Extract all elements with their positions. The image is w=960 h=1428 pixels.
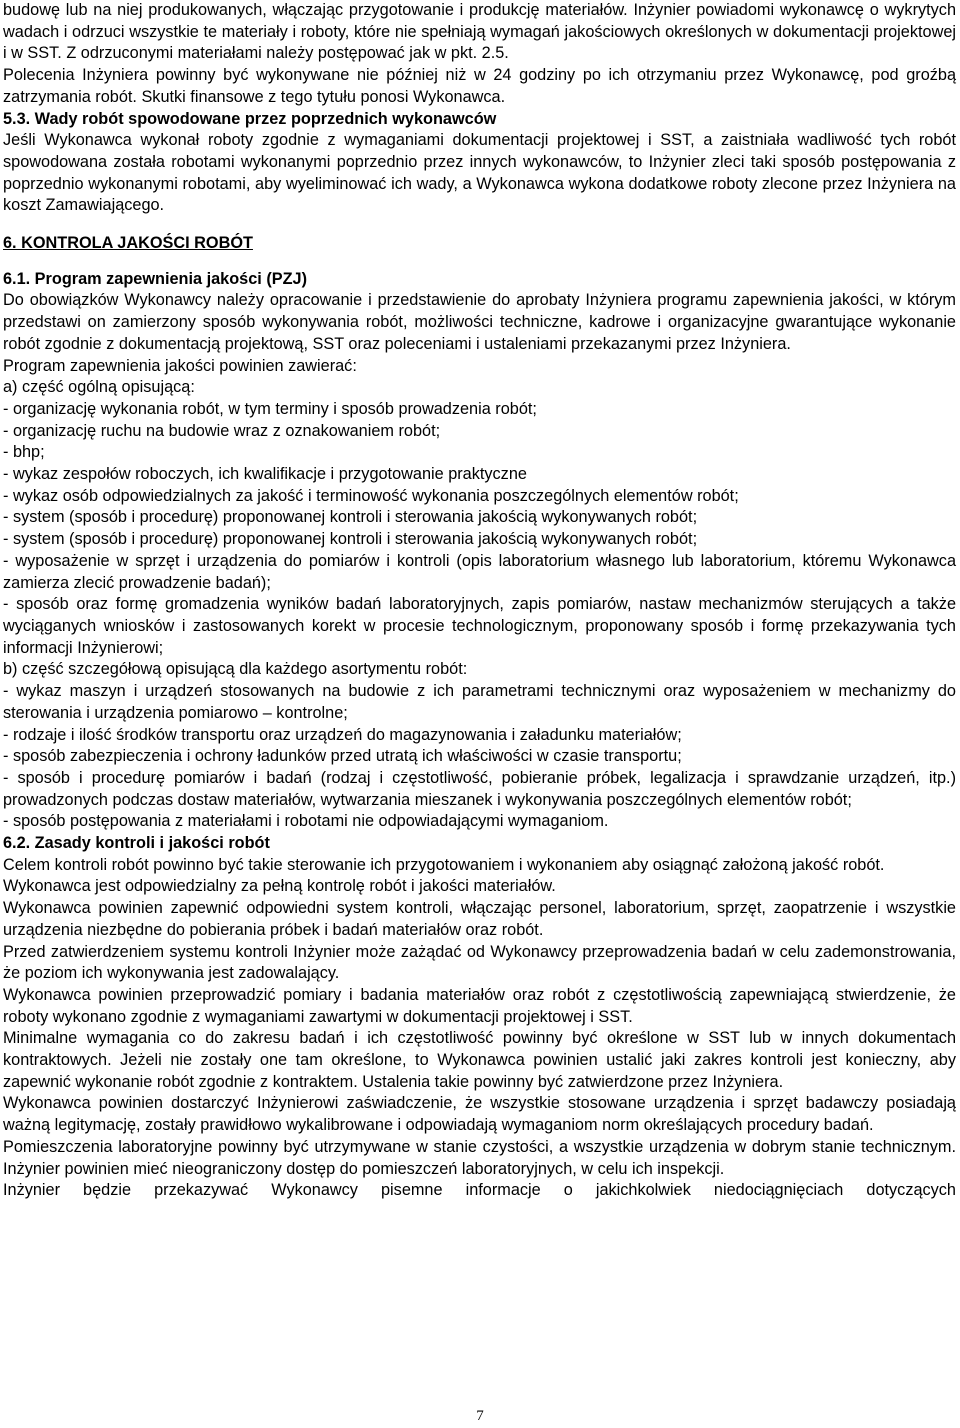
paragraph: Przed zatwierdzeniem systemu kontroli Inżynier może zażądać od Wykonawcy przeprowadzenia badań w celu zademonstrowania, że poziom ich wykonywania jest zadowalający. xyxy=(3,942,956,983)
paragraph: Wykonawca jest odpowiedzialny za pełną kontrolę robót i jakości materiałów. xyxy=(3,877,556,896)
document-page xyxy=(3,0,956,1202)
paragraph: b) część szczegółową opisującą dla każdego asortymentu robót: xyxy=(3,660,468,679)
paragraph: - organizację wykonania robót, w tym terminy i sposób prowadzenia robót; xyxy=(3,399,537,418)
subsection-heading: 6.1. Program zapewnienia jakości (PZJ) xyxy=(3,269,308,288)
paragraph: - rodzaje i ilość środków transportu oraz urządzeń do magazynowania i załadunku materiałów; xyxy=(3,725,682,744)
paragraph: Do obowiązków Wykonawcy należy opracowanie i przedstawienie do aprobaty Inżyniera programu zapewnienia jakości, w którym przedstawi on zamierzony sposób wykonywania robót, możliwości techniczne, kadrowe i organizacyjne gwarantujące wykonanie robót zgodnie z dokumentacją projektową, SST oraz poleceniami i ustaleniami przekazanymi przez Inżyniera. xyxy=(3,291,956,353)
paragraph: Wykonawca powinien zapewnić odpowiedni system kontroli, włączając personel, laboratorium, sprzęt, zaopatrzenie i wszystkie urządzenia niezbędne do pobierania próbek i badań materiałów oraz robót. xyxy=(3,899,956,939)
paragraph: - sposób zabezpieczenia i ochrony ładunków przed utratą ich właściwości w czasie transportu; xyxy=(3,747,682,766)
paragraph: - sposób postępowania z materiałami i robotami nie odpowiadającymi wymaganiom. xyxy=(3,812,609,831)
paragraph: - wykaz zespołów roboczych, ich kwalifikacje i przygotowanie praktyczne xyxy=(3,465,527,484)
paragraph: - sposób i procedurę pomiarów i badań (rodzaj i częstotliwość, pobieranie próbek, legalizacja i sprawdzanie urządzeń, itp.) prowadzonych podczas dostaw materiałów, wytwarzania mieszanek i wykonywania poszczególnych elementów robót; xyxy=(3,768,956,809)
paragraph: - wykaz osób odpowiedzialnych za jakość i terminowość wykonania poszczególnych elementów robót; xyxy=(3,486,739,505)
paragraph: - organizację ruchu na budowie wraz z oznakowaniem robót; xyxy=(3,421,441,440)
paragraph: Polecenia Inżyniera powinny być wykonywane nie później niż w 24 godziny po ich otrzymaniu przez Wykonawcę, pod groźbą zatrzymania robót. Skutki finansowe z tego tytułu ponosi Wykonawca. xyxy=(3,66,956,106)
paragraph: - sposób oraz formę gromadzenia wyników badań laboratoryjnych, zapis pomiarów, nastaw mechanizmów sterujących a także wyciąganych wniosków i zastosowanych korekt w procesie technologicznym, proponowany sposób i formę przekazywania tych informacji Inżynierowi; xyxy=(3,595,956,657)
paragraph: Wykonawca powinien przeprowadzić pomiary i badania materiałów oraz robót z częstotliwością zapewniającą stwierdzenie, że roboty wykonano zgodnie z wymaganiami zawartymi w dokumentacji projektowej i SST. xyxy=(3,985,956,1026)
page-number: 7 xyxy=(476,1408,484,1424)
subsection-heading: 6.2. Zasady kontroli i jakości robót xyxy=(3,834,270,853)
paragraph: Celem kontroli robót powinno być takie sterowanie ich przygotowaniem i wykonaniem aby osiągnąć założoną jakość robót. xyxy=(3,855,885,874)
paragraph: budowę lub na niej produkowanych, włączając przygotowanie i produkcję materiałów. Inżynier powiadomi wykonawcę o wykrytych wadach i odrzuci wszystkie te materiały i roboty, które nie spełniają wymagań jakościowych określonych w dokumentacji projektowej i w SST. Z odrzuconymi materiałami należy postępować jak w pkt. 2.5. xyxy=(3,1,956,63)
paragraph: Minimalne wymagania co do zakresu badań i ich częstotliwość powinny być określone w SST lub w innych dokumentach kontraktowych. Jeżeli nie zostały one tam określone, to Wykonawca powinien ustalić jaki zakres kontroli jest konieczny, aby zapewnić wykonanie robót zgodnie z kontraktem. Ustalenia takie powinny być zatwierdzone przez Inżyniera. xyxy=(3,1029,956,1091)
paragraph: Inżynier będzie przekazywać Wykonawcy pisemne informacje o jakichkolwiek niedociągnięciach dotyczących xyxy=(3,1181,956,1200)
paragraph: - system (sposób i procedurę) proponowanej kontroli i sterowania jakością wykonywanych robót; xyxy=(3,530,698,549)
paragraph: Program zapewnienia jakości powinien zawierać: xyxy=(3,356,357,375)
paragraph: Jeśli Wykonawca wykonał roboty zgodnie z wymaganiami dokumentacji projektowej i SST, a zaistniała wadliwość tych robót spowodowana została robotami wykonanymi poprzednio przez innych wykonawców, to Inżynier zleci taki sposób postępowania z poprzednio wykonanymi robotami, aby wyeliminować ich wady, a Wykonawca wykona dodatkowe roboty zlecone przez Inżyniera na koszt Zamawiającego. xyxy=(3,131,956,215)
paragraph: - wyposażenie w sprzęt i urządzenia do pomiarów i kontroli (opis laboratorium własnego lub laboratorium, któremu Wykonawca zamierza zlecić prowadzenie badań); xyxy=(3,551,956,592)
paragraph: - bhp; xyxy=(3,443,45,462)
paragraph: - wykaz maszyn i urządzeń stosowanych na budowie z ich parametrami technicznymi oraz wyposażeniem w mechanizmy do sterowania i urządzenia pomiarowo – kontrolne; xyxy=(3,682,956,722)
section-heading: 6. KONTROLA JAKOŚCI ROBÓT xyxy=(3,234,253,253)
subsection-heading: 5.3. Wady robót spowodowane przez poprzednich wykonawców xyxy=(3,109,497,128)
paragraph: Pomieszczenia laboratoryjne powinny być utrzymywane w stanie czystości, a wszystkie urządzenia w dobrym stanie technicznym. Inżynier powinien mieć nieograniczony dostęp do pomieszczeń laboratoryjnych, w celu ich inspekcji. xyxy=(3,1137,956,1178)
paragraph: - system (sposób i procedurę) proponowanej kontroli i sterowania jakością wykonywanych robót; xyxy=(3,508,698,527)
paragraph: a) część ogólną opisującą: xyxy=(3,378,195,397)
paragraph: Wykonawca powinien dostarczyć Inżynierowi zaświadczenie, że wszystkie stosowane urządzenia i sprzęt badawczy posiadają ważną legitymację, zostały prawidłowo wykalibrowane i odpowiadają wymaganiom norm określających procedury badań. xyxy=(3,1094,956,1135)
